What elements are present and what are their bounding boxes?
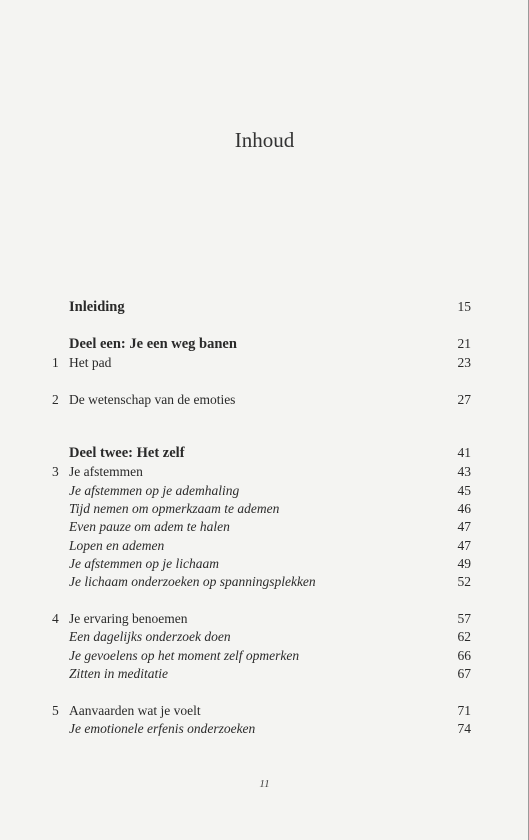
entry-title: Deel een: Je een weg banen — [69, 336, 237, 352]
entry-title: Aanvaarden wat je voelt — [69, 703, 201, 718]
entry-title: Je ervaring benoemen — [69, 611, 188, 626]
entry-title: Zitten in meditatie — [69, 666, 168, 681]
toc-entry — [0, 720, 529, 738]
toc-entry — [0, 573, 529, 591]
chapter-number: 5 — [52, 703, 59, 718]
toc-entry — [0, 628, 529, 646]
toc-entry — [0, 298, 529, 316]
entry-page-number: 46 — [457, 501, 471, 516]
chapter-number: 1 — [52, 355, 59, 370]
entry-title: Lopen en ademen — [69, 538, 165, 553]
entry-page-number: 66 — [457, 648, 471, 663]
entry-title: Je emotionele erfenis onderzoeken — [69, 721, 256, 736]
entry-title: Inleiding — [69, 299, 125, 315]
chapter-number: 3 — [52, 464, 59, 479]
entry-page-number: 21 — [457, 336, 471, 351]
entry-title: Het pad — [69, 355, 112, 370]
entry-page-number: 27 — [457, 392, 471, 407]
entry-title: Je gevoelens op het moment zelf opmerken — [69, 648, 300, 663]
entry-page-number: 52 — [457, 574, 471, 589]
entry-page-number: 41 — [457, 445, 471, 460]
toc-entry — [0, 555, 529, 573]
entry-page-number: 74 — [457, 721, 471, 736]
entry-page-number: 57 — [457, 611, 471, 626]
toc-entry — [0, 354, 529, 372]
entry-page-number: 23 — [457, 355, 471, 370]
entry-page-number: 43 — [457, 464, 471, 479]
entry-title: Je lichaam onderzoeken op spanningsplekken — [69, 574, 316, 589]
entry-title: Je afstemmen op je lichaam — [69, 556, 219, 571]
entry-page-number: 71 — [457, 703, 471, 718]
toc-entry — [0, 665, 529, 683]
toc-entry — [0, 500, 529, 518]
entry-page-number: 45 — [457, 483, 471, 498]
entry-page-number: 47 — [457, 519, 471, 534]
entry-title: Je afstemmen — [69, 464, 143, 479]
page-number: 11 — [259, 778, 270, 790]
toc-entry — [0, 335, 529, 353]
entry-page-number: 62 — [457, 629, 471, 644]
toc-entry — [0, 518, 529, 536]
entry-page-number: 49 — [457, 556, 471, 571]
entry-title: Deel twee: Het zelf — [69, 445, 185, 461]
toc-entry — [0, 391, 529, 409]
entry-page-number: 47 — [457, 538, 471, 553]
toc-entry — [0, 702, 529, 720]
entry-title: Je afstemmen op je ademhaling — [69, 483, 240, 498]
chapter-number: 4 — [52, 611, 59, 626]
entry-page-number: 67 — [457, 666, 471, 681]
entry-title: Even pauze om adem te halen — [69, 519, 230, 534]
page-title: Inhoud — [234, 128, 295, 152]
entry-title: Een dagelijks onderzoek doen — [69, 629, 231, 644]
toc-entry — [0, 463, 529, 481]
toc-entry — [0, 647, 529, 665]
entry-title: Tijd nemen om opmerkzaam te ademen — [69, 501, 280, 516]
toc-entry — [0, 482, 529, 500]
toc-entry — [0, 610, 529, 628]
entry-page-number: 15 — [457, 299, 471, 314]
entry-title: De wetenschap van de emoties — [69, 392, 236, 407]
toc-entry — [0, 444, 529, 462]
chapter-number: 2 — [52, 392, 59, 407]
toc-entry — [0, 537, 529, 555]
